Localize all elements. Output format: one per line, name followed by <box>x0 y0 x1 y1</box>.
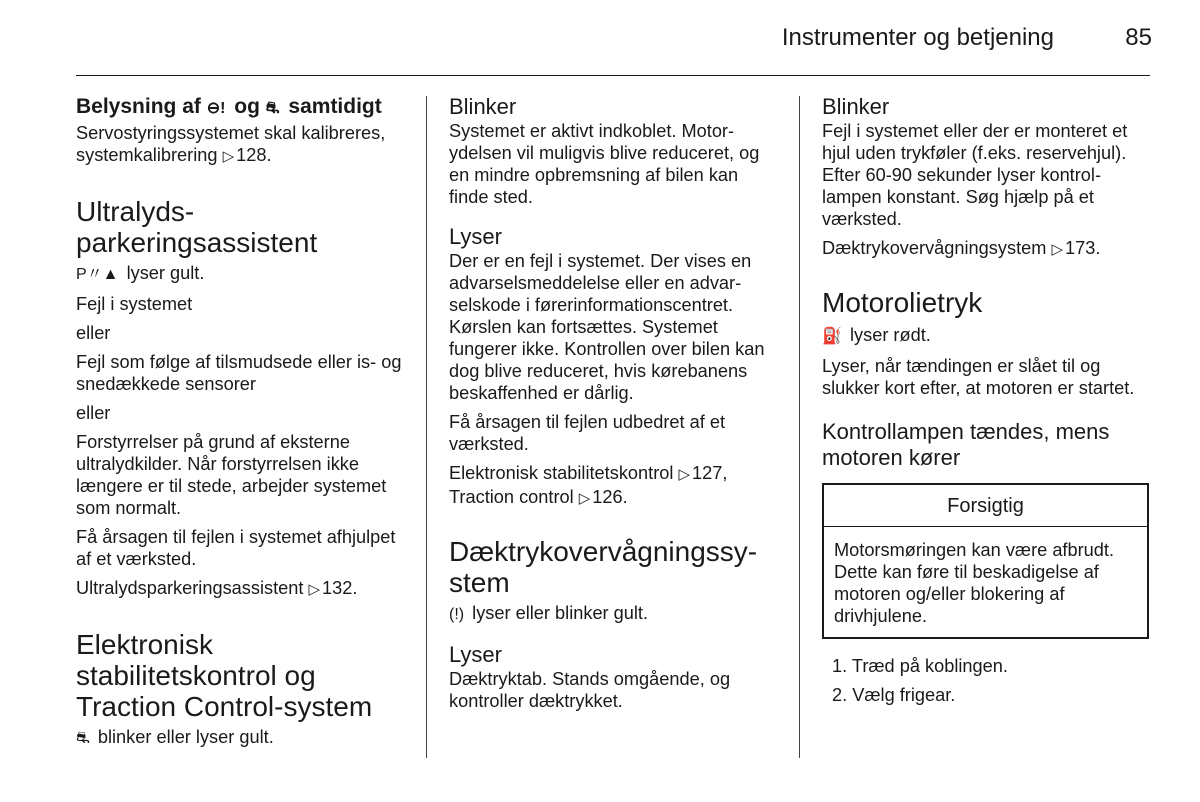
body-text: Traction control <box>449 487 579 507</box>
header-divider <box>76 75 1150 76</box>
page-ref-arrow-icon: ▷ <box>678 466 691 483</box>
lyser-heading: Lyser <box>449 224 502 249</box>
ultralyd-p2: eller <box>76 323 111 343</box>
page-number: 85 <box>1125 24 1152 51</box>
blinker-ref <box>822 237 1152 261</box>
page-ref-number: 128. <box>236 145 272 165</box>
oil-heading: Motorolietryk <box>822 287 983 318</box>
page-ref-number: 132. <box>322 578 358 598</box>
heading-line: Kontrollampen tændes, mens <box>822 419 1110 444</box>
blinker-text: Systemet er aktivt indkoblet. Motorydelsen vil muligvis blive reduceret, og en mindre opbremsning af bilen kan finde sted. <box>449 121 760 207</box>
oil-text: Lyser, når tændingen er slået til og slukker kort efter, at motoren er startet. <box>822 356 1135 398</box>
heading-line: motoren kører <box>822 445 961 470</box>
caution-text: Motorsmøringen kan være afbrudt. Dette kan føre til beskadigelse af motoren og/eller blokering af drivhjulene. <box>834 540 1114 626</box>
blinker-text: Fejl i systemet eller der er monteret et hjul uden trykføler (f.eks. reservehjul). Efter 60-90 sekunder lyser kontrollampen konstant. Søg hjælp på et værksted. <box>822 121 1128 229</box>
column-divider-1 <box>426 96 427 758</box>
esc-symbol-line <box>76 726 411 750</box>
tpms-heading <box>449 536 779 598</box>
heading-line: stem <box>449 567 510 598</box>
page-ref-number: 126. <box>592 487 628 507</box>
blinker-heading: Blinker <box>822 94 890 119</box>
page-ref-arrow-icon: ▷ <box>308 581 321 598</box>
ultralyd-p1: Fejl i systemet <box>76 294 193 314</box>
esc-heading <box>76 629 411 722</box>
esc-car-icon: ⛐ <box>265 100 280 117</box>
body-text: lyser rødt. <box>844 325 931 345</box>
ultralyd-p5: Forstyrrelser på grund af eksterne ultralydkilder. Når forstyrrelsen ikke længere er til stede, arbejder systemet som normalt. <box>76 432 387 518</box>
column-1 <box>76 94 411 757</box>
blinker-heading: Blinker <box>449 94 517 119</box>
lyser-text: Der er en fejl i systemet. Der vises en advarselsmeddelelse eller en advarselskode i førerinformationscentret. Kørslen kan fortsættes. Systemet fungerer ikke. Kontrollen over bilen kan dog blive reduceret, hvis kørebаnens beskaffenhed er dårlig. <box>449 251 765 403</box>
heading-line: stabilitetskontrol og <box>76 660 316 691</box>
running-header-title: Instrumenter og betjening <box>781 24 1054 51</box>
lyser-p2: Få årsagen til fejlen udbedret af et værksted. <box>449 412 726 454</box>
body-text: Ultralydsparkeringsassistent <box>76 578 309 598</box>
belysning-text <box>76 122 411 168</box>
belysning-heading <box>76 94 411 122</box>
body-text: Dæktrykovervågningsystem <box>822 238 1052 258</box>
heading-line: Elektronisk <box>76 629 213 660</box>
heading-line: Traction Control-system <box>76 691 373 722</box>
list-item: 1. Træd på koblingen. <box>832 656 1008 676</box>
page-ref-arrow-icon: ▷ <box>222 148 235 165</box>
body-text: Servostyringssystemet skal kalibreres, systemkalibrering <box>76 123 386 165</box>
ultralyd-p6: Få årsagen til fejlen i systemet afhjulpet af et værksted. <box>76 527 396 569</box>
lyser-refs <box>449 462 779 510</box>
ultralyd-p4: eller <box>76 403 111 423</box>
heading-line: Dæktrykovervågningssy- <box>449 536 758 567</box>
body-text: Elektronisk stabilitetskontrol <box>449 463 679 483</box>
ultralyd-p7 <box>76 577 411 601</box>
page-ref-number: 127, <box>692 463 728 483</box>
ultralyd-heading <box>76 196 411 258</box>
esc-car-icon: ⛐ <box>76 730 90 747</box>
heading-text: og <box>228 95 266 118</box>
lyser2-heading: Lyser <box>449 642 502 667</box>
tire-pressure-icon: (!) <box>449 606 465 623</box>
page-ref-arrow-icon: ▷ <box>578 490 591 507</box>
running-heading <box>822 419 1152 471</box>
page-ref-number: 173. <box>1065 238 1101 258</box>
ultralyd-symbol-line <box>76 262 411 286</box>
parking-assist-icon: P〃▲ <box>76 266 119 283</box>
steering-warning-icon: ⊖! <box>206 100 226 117</box>
body-text: lyser eller blinker gult. <box>467 603 649 623</box>
heading-line: Ultralyds- <box>76 196 195 227</box>
caution-box <box>822 483 1149 639</box>
heading-text: Belysning af <box>76 95 207 118</box>
list-item: 2. Vælg frigear. <box>832 685 956 705</box>
heading-text: samtidigt <box>282 95 382 118</box>
body-text: blinker eller lyser gult. <box>92 727 274 747</box>
column-3 <box>822 94 1152 713</box>
lyser2-text: Dæktryktab. Stands omgående, og kontroller dæktrykket. <box>449 669 731 711</box>
caution-title: Forsigtig <box>824 485 1147 527</box>
column-2 <box>449 94 779 719</box>
steps-list <box>822 655 1152 706</box>
oil-can-icon: ⛽ <box>822 328 842 345</box>
page-ref-arrow-icon: ▷ <box>1051 241 1063 258</box>
oil-symbol-line <box>822 324 1152 348</box>
ultralyd-p3: Fejl som følge af tilsmudsede eller is- og snedækkede sensorer <box>76 352 402 394</box>
column-divider-2 <box>799 96 800 758</box>
body-text: lyser gult. <box>121 263 205 283</box>
heading-line: parkeringsassistent <box>76 227 318 258</box>
tpms-symbol-line <box>449 602 779 626</box>
